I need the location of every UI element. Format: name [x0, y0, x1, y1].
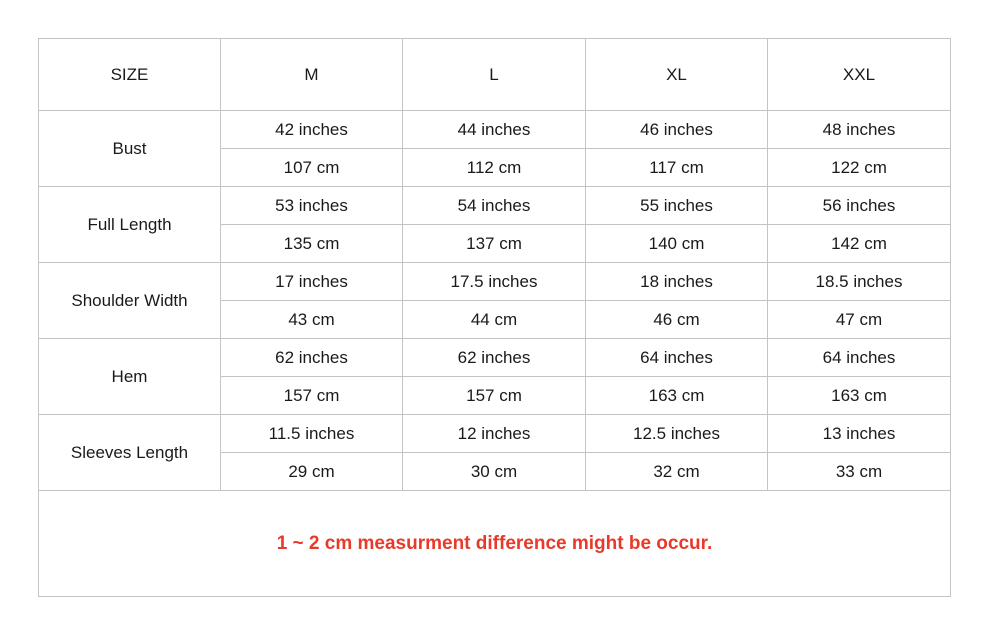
row-label-bust: Bust: [39, 111, 221, 187]
table-cell: 17 inches: [221, 263, 403, 301]
table-cell: 11.5 inches: [221, 415, 403, 453]
measurement-note: 1 ~ 2 cm measurment difference might be occur.: [276, 532, 713, 554]
table-cell: 53 inches: [221, 187, 403, 225]
table-cell: 107 cm: [221, 149, 403, 187]
table-row-sleeves-length-inches: [39, 415, 951, 453]
size-chart-table: [38, 38, 951, 597]
table-cell: 112 cm: [403, 149, 586, 187]
table-cell: 157 cm: [221, 377, 403, 415]
table-cell: 157 cm: [403, 377, 586, 415]
table-cell: 33 cm: [768, 453, 951, 491]
header-size: SIZE: [39, 39, 221, 111]
table-cell: 135 cm: [221, 225, 403, 263]
table-cell: 54 inches: [403, 187, 586, 225]
table-cell: 48 inches: [768, 111, 951, 149]
table-cell: 43 cm: [221, 301, 403, 339]
table-row-hem-inches: [39, 339, 951, 377]
row-label-sleeves-length: Sleeves Length: [39, 415, 221, 491]
table-cell: 47 cm: [768, 301, 951, 339]
table-cell: 64 inches: [768, 339, 951, 377]
table-cell: 18.5 inches: [768, 263, 951, 301]
header-row: [39, 39, 951, 111]
table-row-full-length-inches: [39, 187, 951, 225]
table-cell: 56 inches: [768, 187, 951, 225]
table-cell: 55 inches: [586, 187, 768, 225]
header-xl: XL: [586, 39, 768, 111]
table-cell: 42 inches: [221, 111, 403, 149]
table-cell: 18 inches: [586, 263, 768, 301]
note-row: [39, 491, 951, 597]
table-cell: 32 cm: [586, 453, 768, 491]
table-cell: 44 cm: [403, 301, 586, 339]
table-cell: 44 inches: [403, 111, 586, 149]
table-cell: 117 cm: [586, 149, 768, 187]
row-label-full-length: Full Length: [39, 187, 221, 263]
table-cell: 17.5 inches: [403, 263, 586, 301]
row-label-shoulder-width: Shoulder Width: [39, 263, 221, 339]
table-cell: 46 cm: [586, 301, 768, 339]
table-cell: 62 inches: [221, 339, 403, 377]
table-cell: 122 cm: [768, 149, 951, 187]
table-cell: 137 cm: [403, 225, 586, 263]
table-cell: 163 cm: [586, 377, 768, 415]
table-cell: 62 inches: [403, 339, 586, 377]
table-row-shoulder-width-inches: [39, 263, 951, 301]
table-cell: 46 inches: [586, 111, 768, 149]
table-cell: 12.5 inches: [586, 415, 768, 453]
note-cell: [39, 491, 951, 597]
table-cell: 13 inches: [768, 415, 951, 453]
table-cell: 140 cm: [586, 225, 768, 263]
table-cell: 12 inches: [403, 415, 586, 453]
table-cell: 29 cm: [221, 453, 403, 491]
header-l: L: [403, 39, 586, 111]
table-cell: 64 inches: [586, 339, 768, 377]
header-xxl: XXL: [768, 39, 951, 111]
table-row-bust-inches: [39, 111, 951, 149]
table-cell: 142 cm: [768, 225, 951, 263]
header-m: M: [221, 39, 403, 111]
table-cell: 163 cm: [768, 377, 951, 415]
table-cell: 30 cm: [403, 453, 586, 491]
row-label-hem: Hem: [39, 339, 221, 415]
